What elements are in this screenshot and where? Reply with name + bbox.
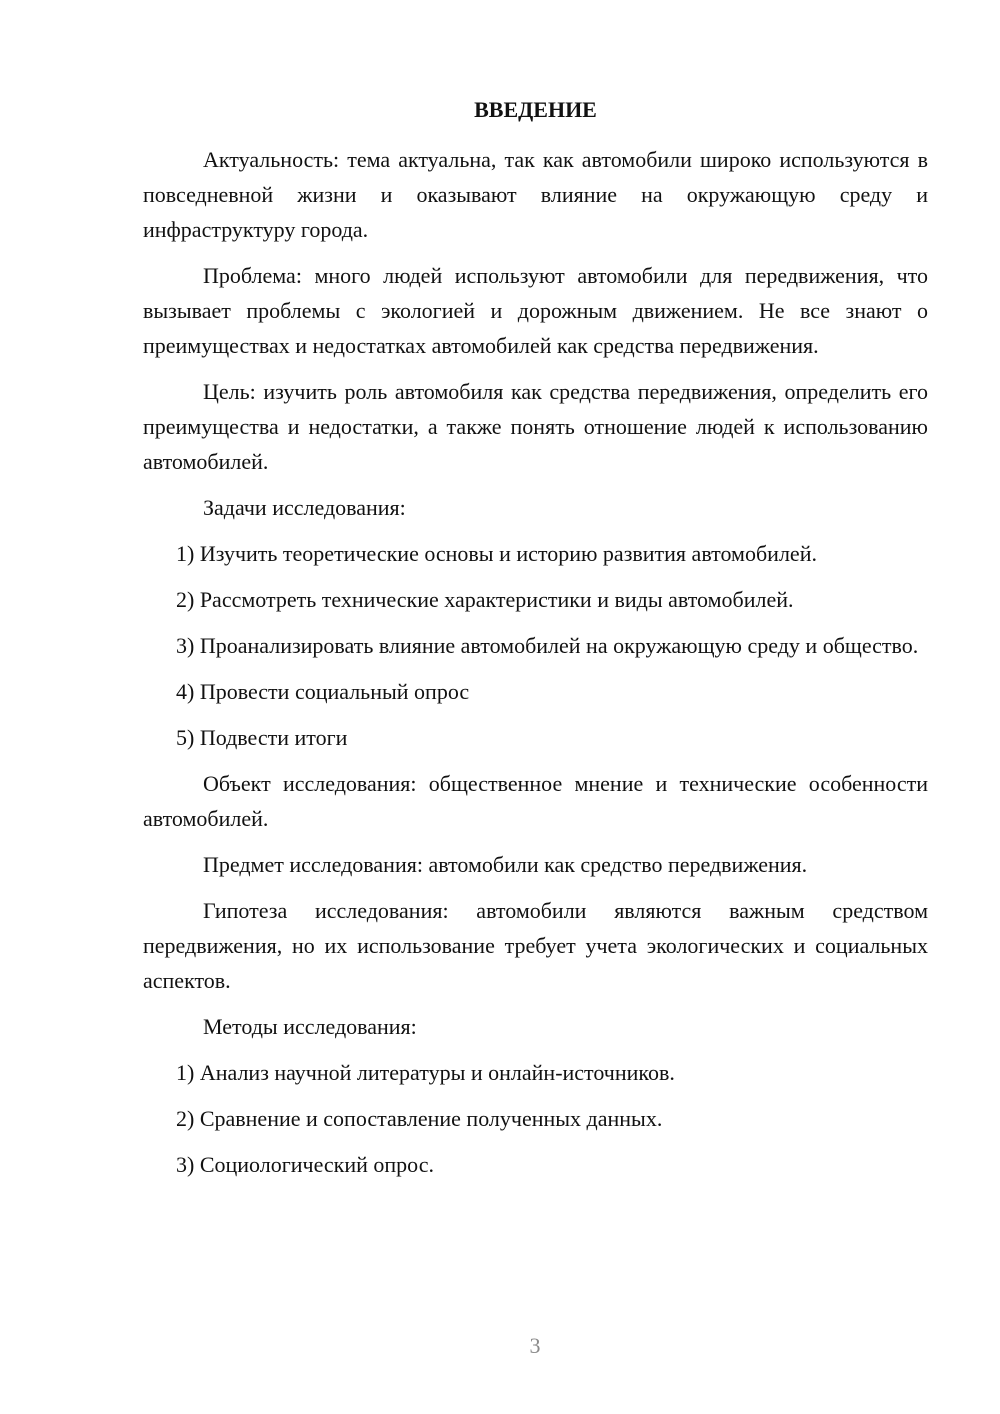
tasks-heading: Задачи исследования:	[203, 495, 406, 520]
task-item: 5) Подвести итоги	[176, 725, 348, 750]
methods-heading: Методы исследования:	[203, 1014, 417, 1039]
section-title: ВВЕДЕНИЕ	[474, 97, 597, 122]
problem-paragraph: Проблема: много людей используют автомобили для передвижения, что вызывает проблемы с экологией и дорожным движением. Не все знают о преимуществах и недостатках автомобилей как средства передвижения.	[143, 263, 928, 358]
goal-paragraph: Цель: изучить роль автомобиля как средства передвижения, определить его преимущества и недостатки, а также понять отношение людей к использованию автомобилей.	[143, 379, 928, 474]
method-item: 2) Сравнение и сопоставление полученных данных.	[176, 1106, 663, 1131]
task-item: 3) Проанализировать влияние автомобилей на окружающую среду и общество.	[176, 633, 919, 658]
hypothesis-paragraph: Гипотеза исследования: автомобили являются важным средством передвижения, но их использование требует учета экологических и социальных аспектов.	[143, 898, 928, 993]
task-item: 2) Рассмотреть технические характеристики и виды автомобилей.	[176, 587, 794, 612]
task-item: 1) Изучить теоретические основы и историю развития автомобилей.	[176, 541, 817, 566]
subject-paragraph: Предмет исследования: автомобили как средство передвижения.	[203, 852, 808, 877]
method-item: 1) Анализ научной литературы и онлайн-источников.	[176, 1060, 675, 1085]
page-content	[143, 92, 928, 1193]
page-number: 3	[529, 1333, 541, 1358]
task-item: 4) Провести социальный опрос	[176, 679, 470, 704]
object-paragraph: Объект исследования: общественное мнение и технические особенности автомобилей.	[143, 771, 928, 831]
relevance-paragraph: Актуальность: тема актуальна, так как автомобили широко используются в повседневной жизни и оказывают влияние на окружающую среду и инфраструктуру города.	[143, 147, 928, 242]
method-item: 3) Социологический опрос.	[176, 1152, 434, 1177]
